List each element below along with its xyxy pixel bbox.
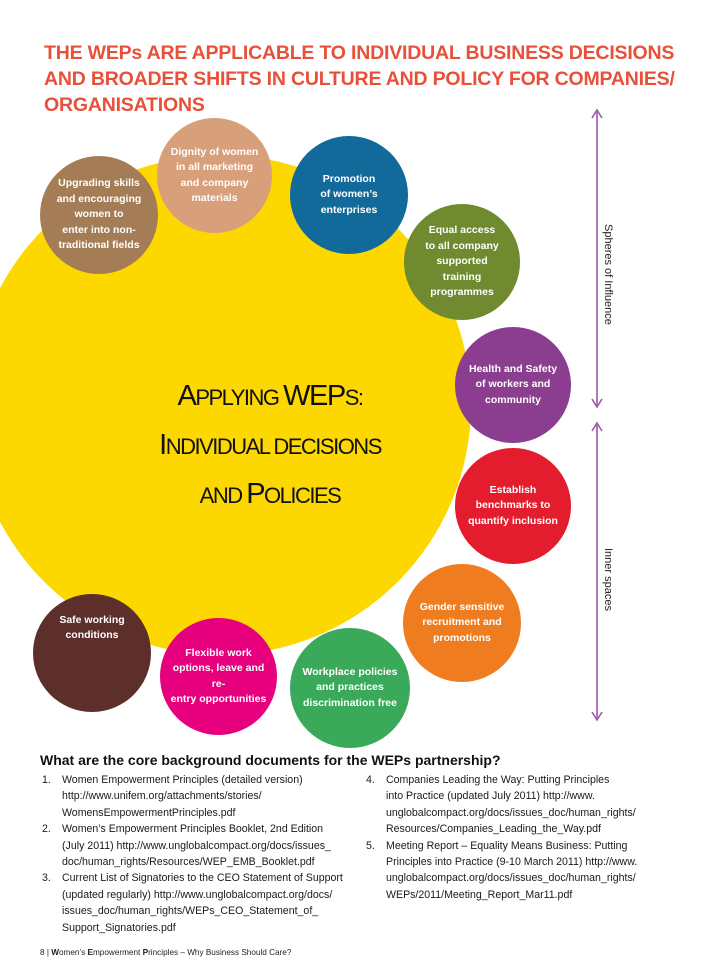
page-footer: 8 | Women’s Empowerment Principles – Why Business Should Care? — [40, 948, 292, 957]
circle-flexible-work: Flexible work options, leave and re- entry opportunities — [160, 618, 277, 735]
label-inner-spaces: Inner spaces — [602, 548, 614, 611]
page-number: 8 — [40, 948, 45, 957]
document-item: 1. Women Empowerment Principles (detailed version) http://www.unifem.org/attachments/stories/ WomensEmpowermentPrinciples.pdf — [42, 774, 303, 819]
center-title-line-2: INDIVIDUAL DECISIONS — [159, 429, 381, 461]
circle-promotion-enterprises: Promotion of women’s enterprises — [290, 136, 408, 254]
title-line-3: ORGANISATIONS — [44, 94, 205, 116]
title-line-1: THE WEPs ARE APPLICABLE TO INDIVIDUAL BUSINESS DECISIONS — [44, 42, 675, 64]
circle-establish-benchmarks: Establish benchmarks to quantify inclusion — [455, 448, 571, 564]
documents-list-left — [42, 772, 372, 936]
title-line-2: AND BROADER SHIFTS IN CULTURE AND POLICY FOR COMPANIES/ — [44, 68, 675, 90]
document-item: 3. Current List of Signatories to the CEO Statement of Support (updated regularly) http://www.unglobalcompact.org/docs/ issues_doc/human_rights/WEPs_CEO_Statement_of_ Support_Signatories.pdf — [42, 872, 343, 934]
center-title — [70, 374, 470, 521]
circle-safe-working-conditions: Safe working conditions — [33, 594, 151, 712]
center-title-line-1: APPLYING WEPS: — [177, 380, 363, 412]
center-title-line-3: AND POLICIES — [199, 478, 341, 510]
spheres-arrows — [590, 100, 610, 730]
document-item: 4. Companies Leading the Way: Putting Principles into Practice (updated July 2011) http://www. unglobalcompact.org/docs/issues_doc/human_rights/ Resources/Companies_Leading_the_Way.pdf — [366, 774, 636, 836]
circle-equal-access-training: Equal access to all company supported training programmes — [404, 204, 520, 320]
documents-list-right — [366, 772, 696, 903]
circle-dignity-of-women: Dignity of women in all marketing and company materials — [157, 118, 272, 233]
circle-workplace-policies: Workplace policies and practices discrimination free — [290, 628, 410, 748]
label-spheres-of-influence: Spheres of Influence — [602, 224, 614, 325]
circle-gender-sensitive-recruitment: Gender sensitive recruitment and promotions — [403, 564, 521, 682]
circle-health-and-safety: Health and Safety of workers and community — [455, 327, 571, 443]
document-item: 2. Women’s Empowerment Principles Booklet, 2nd Edition (July 2011) http://www.unglobalcompact.org/docs/issues_ doc/human_rights/Resources/WEP_EMB_Booklet.pdf — [42, 823, 331, 869]
documents-heading: What are the core background documents for the WEPs partnership? — [40, 752, 501, 768]
document-item: 5. Meeting Report – Equality Means Business: Putting Principles into Practice (9-10 March 2011) http://www. unglobalcompact.org/docs/issues_doc/human_rights/ WEPs/2011/Meeting_Report_Mar11.pdf — [366, 839, 638, 901]
circle-upgrading-skills: Upgrading skills and encouraging women to enter into non- traditional fields — [40, 156, 158, 274]
